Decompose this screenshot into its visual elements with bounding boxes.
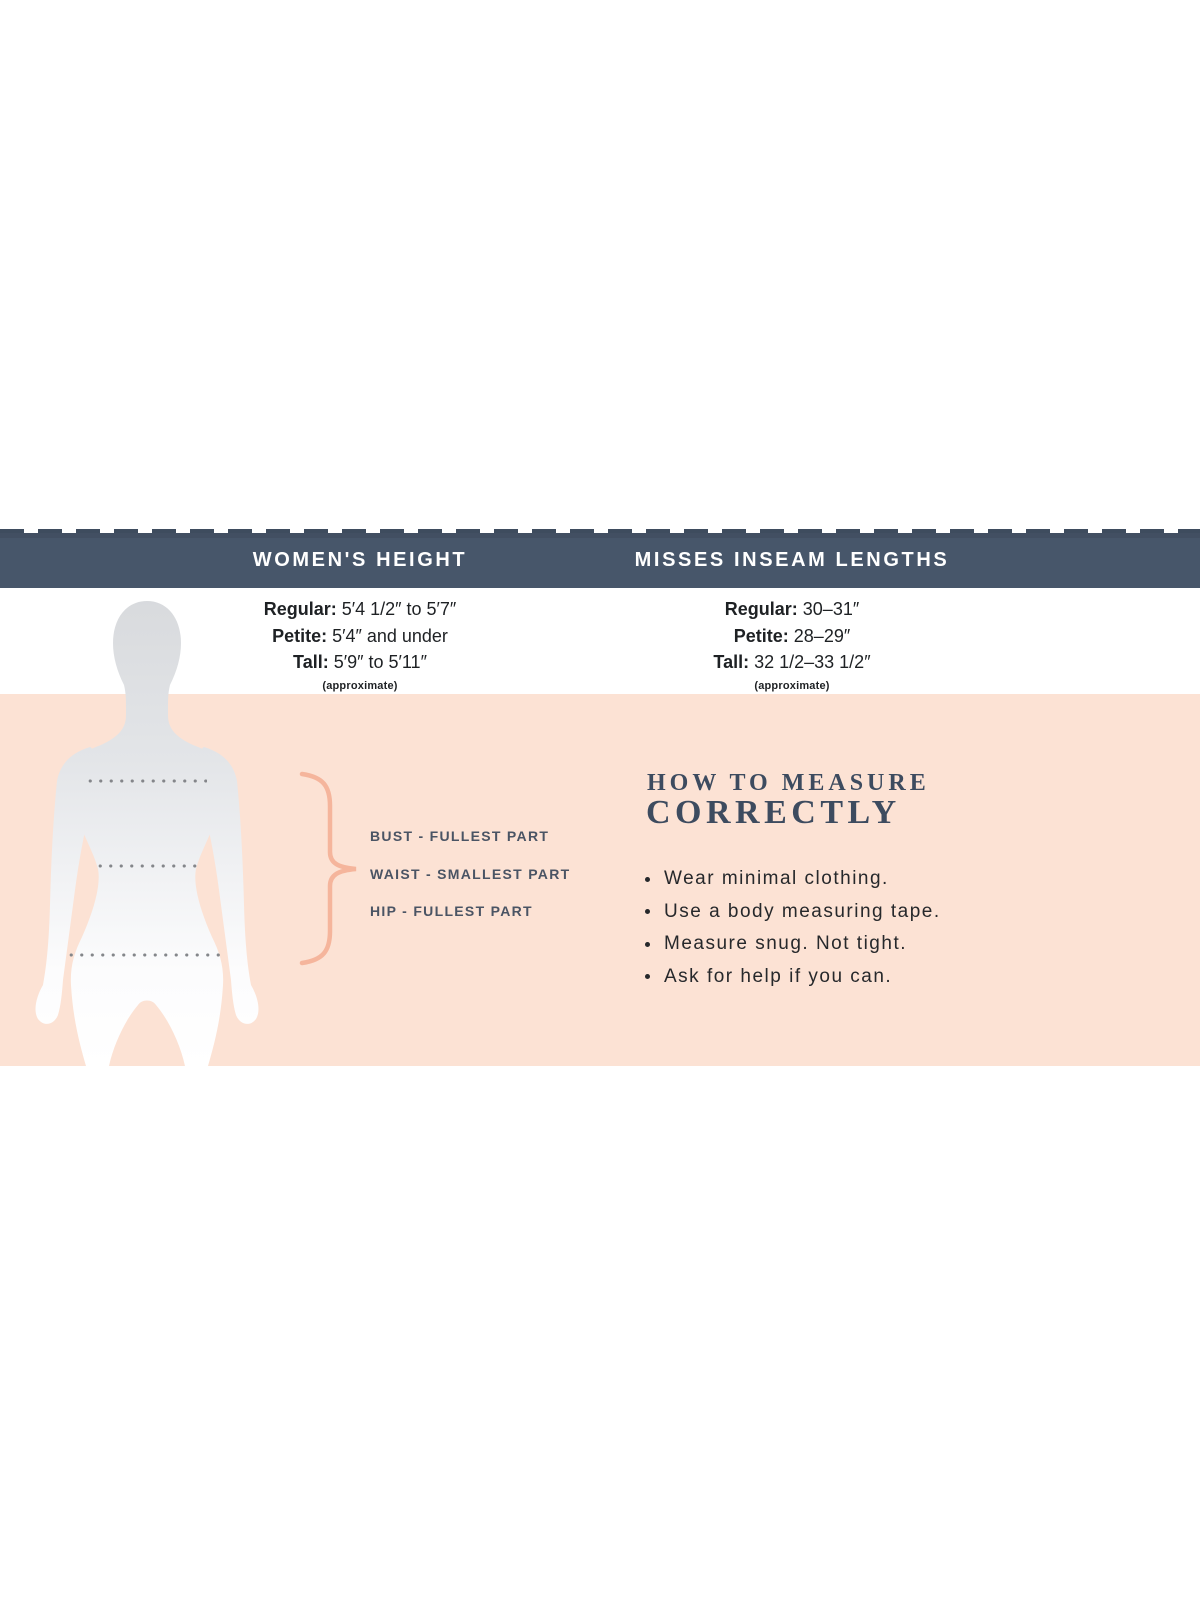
- tip-item: [645, 896, 941, 929]
- how-to-measure-heading-line2: CORRECTLY: [646, 794, 901, 831]
- female-silhouette-graphic: [30, 595, 264, 1066]
- curly-brace-graphic: [299, 771, 363, 967]
- approximate-note: (approximate): [754, 679, 830, 692]
- row-label: Regular:: [724, 599, 798, 619]
- bust-label: BUST - FULLEST PART: [370, 828, 550, 844]
- bullet-dot: [645, 909, 650, 914]
- row-label: Petite:: [272, 625, 328, 646]
- how-to-measure-heading-line1: HOW TO MEASURE: [647, 770, 930, 796]
- column-header-misses-inseam: MISSES INSEAM LENGTHS: [634, 549, 950, 571]
- hip-dotted-line: [66, 953, 222, 957]
- bust-dotted-line: [85, 779, 207, 783]
- inseam-row-tall: [572, 649, 1012, 676]
- row-label: Tall:: [293, 652, 329, 672]
- row-value: 5′9″ to 5′11″: [333, 652, 427, 672]
- row-value: 30–31″: [802, 599, 860, 619]
- curly-brace-path: [302, 774, 356, 963]
- bullet-dot: [645, 942, 650, 947]
- row-label: Tall:: [713, 652, 750, 672]
- row-value: 32 1/2–33 1/2″: [754, 652, 871, 672]
- tip-item: [645, 863, 941, 896]
- waist-dotted-line: [95, 864, 197, 868]
- hip-label: HIP - FULLEST PART: [370, 903, 533, 919]
- bullet-dot: [645, 877, 650, 882]
- inseam-row-petite: [572, 623, 1012, 650]
- measuring-tips-list: [645, 863, 941, 993]
- column-header-womens-height: WOMEN'S HEIGHT: [252, 549, 468, 571]
- approximate-note: (approximate): [322, 679, 398, 692]
- tip-text: Use a body measuring tape.: [664, 900, 941, 922]
- misses-inseam-column: [572, 596, 1012, 693]
- row-value: 28–29″: [793, 625, 851, 646]
- bullet-dot: [645, 974, 650, 979]
- tip-item: [645, 928, 941, 961]
- silhouette-body: [61, 601, 233, 1066]
- tip-text: Measure snug. Not tight.: [664, 933, 907, 955]
- waist-label: WAIST - SMALLEST PART: [370, 866, 571, 882]
- tip-text: Ask for help if you can.: [664, 965, 893, 987]
- row-value: 5′4″ and under: [332, 625, 448, 646]
- row-value: 5′4 1/2″ to 5′7″: [341, 599, 457, 619]
- tip-item: [645, 961, 941, 994]
- tip-text: Wear minimal clothing.: [664, 868, 889, 890]
- row-label: Regular:: [263, 599, 337, 619]
- row-label: Petite:: [733, 625, 789, 646]
- inseam-row-regular: [572, 596, 1012, 623]
